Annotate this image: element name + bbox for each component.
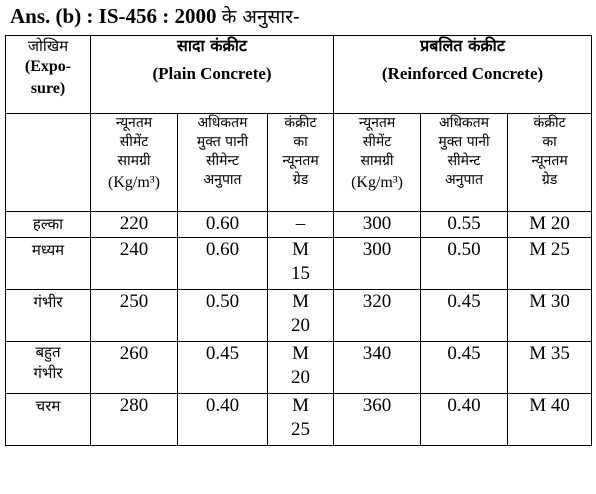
rc-cement-cell: 300 [334, 212, 421, 238]
pc-cement-cell: 240 [91, 238, 178, 290]
answer-heading-prefix: Ans. (b) : IS-456 : 2000 [10, 4, 217, 28]
rc-min-grade-header-l4: ग्रेड [541, 172, 558, 188]
exposure-label: चरम [35, 397, 61, 415]
rc-cement-cell: 320 [334, 290, 421, 342]
pc-grade-cell [268, 394, 334, 446]
rc-min-cement-header-l3: सामग्री [360, 153, 394, 169]
pc-max-wc-header-l4: अनुपात [203, 172, 242, 188]
pc-min-grade-header [268, 114, 334, 212]
answer-heading [10, 3, 300, 29]
rc-wc-cell: 0.55 [421, 212, 508, 238]
pc-grade-line-2: 20 [291, 367, 311, 388]
rc-grade-cell: M 20 [508, 212, 592, 238]
pc-wc-cell: 0.45 [178, 342, 268, 394]
exposure-label: गंभीर [33, 293, 63, 311]
rc-min-cement-header-l1: न्यूनतम [358, 115, 396, 131]
sub-header-row [6, 114, 592, 212]
pc-cement-cell: 220 [91, 212, 178, 238]
exposure-label: हल्का [32, 215, 64, 233]
table-row [6, 290, 592, 342]
rc-grade-cell: M 35 [508, 342, 592, 394]
pc-wc-cell: 0.60 [178, 212, 268, 238]
rc-grade-cell: M 30 [508, 290, 592, 342]
pc-max-wc-header-l1: अधिकतम [197, 115, 248, 131]
pc-grade-cell: – [268, 212, 334, 238]
pc-min-cement-header [91, 114, 178, 212]
rc-grade-cell: M 40 [508, 394, 592, 446]
group-header-row [6, 36, 592, 114]
reinforced-concrete-hindi: प्रबलित कंक्रीट [420, 36, 505, 55]
pc-min-grade-header-l4: ग्रेड [292, 172, 309, 188]
pc-wc-cell: 0.60 [178, 238, 268, 290]
exposure-requirements-table [5, 35, 592, 446]
rc-cement-cell: 360 [334, 394, 421, 446]
rc-cement-cell: 300 [334, 238, 421, 290]
pc-grade-cell [268, 290, 334, 342]
pc-grade-line-1: M [292, 239, 309, 260]
pc-cement-cell: 280 [91, 394, 178, 446]
reinforced-concrete-header [334, 36, 592, 114]
pc-grade-line-2: 25 [291, 419, 311, 440]
exposure-cell [6, 290, 91, 342]
pc-wc-cell: 0.50 [178, 290, 268, 342]
pc-cement-cell: 260 [91, 342, 178, 394]
exposure-header-english-2: sure) [30, 80, 66, 97]
pc-grade-line-1: M [292, 291, 309, 312]
rc-min-grade-header-l1: कंक्रीट [533, 115, 566, 131]
rc-min-cement-header [334, 114, 421, 212]
rc-wc-cell: 0.45 [421, 290, 508, 342]
exposure-header-english-1: (Expo- [24, 58, 72, 75]
pc-min-cement-header-l1: न्यूनतम [115, 115, 153, 131]
pc-max-wc-header-l3: सीमेन्ट [206, 153, 239, 169]
pc-grade-cell [268, 238, 334, 290]
reinforced-concrete-english: (Reinforced Concrete) [381, 64, 544, 83]
rc-max-wc-header-l2: मुक्त पानी [438, 134, 490, 150]
rc-max-wc-header-l3: सीमेन्ट [447, 153, 481, 169]
pc-min-grade-header-l1: कंक्रीट [284, 115, 317, 131]
rc-wc-cell: 0.45 [421, 342, 508, 394]
rc-max-wc-header [421, 114, 508, 212]
plain-concrete-header [91, 36, 334, 114]
rc-wc-cell: 0.40 [421, 394, 508, 446]
pc-min-grade-header-l3: न्यूनतम [282, 153, 319, 169]
rc-min-cement-unit: (Kg/m³) [351, 174, 403, 191]
pc-min-cement-header-l2: सीमेंट [119, 134, 149, 150]
exposure-label-line-1: बहुत [35, 343, 61, 361]
exposure-cell [6, 212, 91, 238]
plain-concrete-hindi: सादा कंक्रीट [177, 36, 247, 55]
table-row [6, 342, 592, 394]
pc-cement-cell: 250 [91, 290, 178, 342]
exposure-header-cell [6, 36, 91, 114]
pc-max-wc-header [178, 114, 268, 212]
rc-wc-cell: 0.50 [421, 238, 508, 290]
pc-max-wc-header-l2: मुक्त पानी [196, 134, 249, 150]
pc-min-grade-header-l2: का [293, 134, 308, 150]
table-row [6, 394, 592, 446]
exposure-cell [6, 342, 91, 394]
sub-header-empty [6, 114, 91, 212]
pc-grade-cell [268, 342, 334, 394]
rc-min-cement-header-l2: सीमेंट [362, 134, 392, 150]
pc-grade-line-1: M [292, 343, 309, 364]
exposure-label: मध्यम [31, 241, 65, 259]
table-row [6, 212, 592, 238]
answer-heading-suffix: के अनुसार- [221, 6, 300, 28]
exposure-label-line-2: गंभीर [33, 364, 63, 382]
rc-grade-cell: M 25 [508, 238, 592, 290]
rc-min-grade-header [508, 114, 592, 212]
pc-grade-line-2: 15 [291, 263, 311, 284]
rc-cement-cell: 340 [334, 342, 421, 394]
table-row [6, 238, 592, 290]
rc-min-grade-header-l3: न्यूनतम [531, 153, 568, 169]
exposure-cell [6, 394, 91, 446]
rc-max-wc-header-l1: अधिकतम [439, 115, 490, 131]
plain-concrete-english: (Plain Concrete) [152, 64, 272, 83]
exposure-cell [6, 238, 91, 290]
pc-grade-line-1: M [292, 395, 309, 416]
pc-grade-line-2: 20 [291, 315, 311, 336]
exposure-header-hindi: जोखिम [27, 37, 69, 55]
pc-wc-cell: 0.40 [178, 394, 268, 446]
pc-min-cement-header-l3: सामग्री [117, 153, 151, 169]
pc-min-cement-unit: (Kg/m³) [108, 174, 160, 191]
rc-max-wc-header-l4: अनुपात [445, 172, 484, 188]
rc-min-grade-header-l2: का [542, 134, 557, 150]
